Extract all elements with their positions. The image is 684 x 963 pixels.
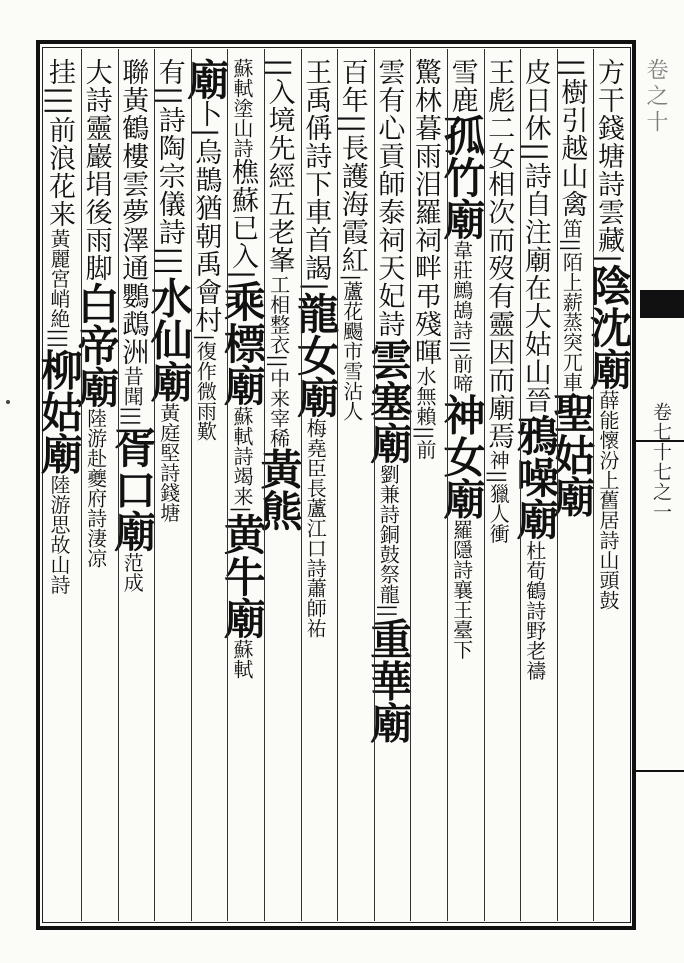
text-column <box>437 58 487 918</box>
body-text: 方干錢塘詩雲藏 <box>592 58 624 254</box>
entry-heading: 黄牛廟 <box>217 512 267 639</box>
text-column <box>583 58 633 918</box>
text-column <box>217 58 267 918</box>
body-text: 雪鹿 <box>446 58 478 114</box>
annotation-text: 蘇軾 <box>229 638 254 679</box>
entry-heading: 聖姑廟 <box>547 391 597 518</box>
column-rule <box>301 49 302 921</box>
fish-tail-block <box>640 290 684 318</box>
column-rule <box>227 49 228 921</box>
entry-heading: 標廟 <box>217 322 267 407</box>
annotation-text: |復作微雨歎 <box>193 334 218 441</box>
annotation-text: 梅堯臣長蘆江口詩蕭師祐 <box>303 418 328 639</box>
column-rule <box>154 49 155 921</box>
body-text: 皮日休||詩自注廟在大姑山晉 <box>519 58 551 415</box>
annotation-text: 范成 <box>120 552 145 593</box>
margin-tick <box>636 770 684 772</box>
margin-tick <box>636 440 684 442</box>
body-text: 暮雨泪羅祠畔弔殘暉 <box>409 114 441 366</box>
text-column <box>484 58 521 918</box>
annotation-text: 蘇軾詩竭来| <box>229 406 254 513</box>
annotation-text: 薛能懷汾上舊居詩山頭鼓 <box>595 390 620 611</box>
entry-heading: 柳姑廟 <box>34 348 84 475</box>
text-column <box>547 58 597 918</box>
margin-dot <box>6 400 10 404</box>
entry-heading: 仙廟 <box>144 318 194 403</box>
entry-heading: 鴉 <box>510 414 560 457</box>
volume-label: 卷七十七之一 <box>650 402 672 522</box>
column-rule <box>593 49 594 921</box>
annotation-text: 羅隱詩襄王臺下 <box>449 519 474 660</box>
entry-heading: 重華廟 <box>364 617 414 744</box>
body-text: 王彪二女相次而歿有靈因而廟焉 <box>483 58 515 450</box>
annotation-text: 神||獵人衝 <box>486 450 511 544</box>
entry-heading: 雲塞廟 <box>364 338 414 464</box>
margin-top-text: 卷之十 <box>643 58 668 136</box>
body-text: 百年||長護海霞紅 <box>336 58 368 275</box>
annotation-text: 昔聞||| <box>120 366 145 427</box>
annotation-text: 黃庭堅詩錢塘 <box>156 402 181 523</box>
text-column <box>144 58 194 918</box>
column-rule <box>118 49 119 921</box>
body-text: 大詩靈巖埍後雨脚 <box>80 58 112 282</box>
body-text: 雲有心貢師泰祠天妃詩 <box>373 58 405 338</box>
entry-heading: 廟 <box>181 58 231 100</box>
text-column <box>34 58 84 918</box>
column-rule <box>447 49 448 921</box>
entry-heading: 神女廟 <box>437 393 487 520</box>
text-column <box>337 58 374 918</box>
body-text: 樵蘇已入| <box>226 158 258 281</box>
entry-heading: 胥口廟 <box>108 426 158 553</box>
annotation-text: 蘇軾塗山詩 <box>229 58 254 158</box>
body-text: ||入境先經五老峯 <box>263 58 295 275</box>
text-column <box>291 58 341 918</box>
entry-heading: 帝廟 <box>71 324 121 408</box>
annotation-text: 工相整衣||中来宰稀 <box>266 274 291 448</box>
text-column <box>108 58 158 918</box>
entry-heading: 沈廟 <box>583 306 633 391</box>
annotation-text: |蘆花颺市雪沾人 <box>339 274 364 421</box>
annotation-text: 水無賴||前 <box>412 366 437 460</box>
body-text: | <box>592 254 624 265</box>
text-column <box>510 58 560 918</box>
text-column <box>364 58 414 918</box>
body-text: 卜|烏鵲猶朝禹會村 <box>190 100 222 335</box>
body-text: ||樹引越山禽 <box>556 58 588 219</box>
annotation-text: 陸游思故山詩 <box>46 474 71 595</box>
column-rule <box>410 49 411 921</box>
entry-heading: 白 <box>71 282 121 324</box>
body-text: 聯黃鶴樓雲夢澤通鸚鵡洲 <box>117 58 149 366</box>
column-rule <box>337 49 338 921</box>
annotation-text: 黃麗宮峭絶||| <box>46 228 71 349</box>
annotation-text: 韋莊鷓鴣詩||前啼 <box>449 240 474 394</box>
column-rule <box>520 49 521 921</box>
entry-heading: 龍女廟 <box>291 292 341 419</box>
column-rule <box>374 49 375 921</box>
body-text: 挂|||前浪花来 <box>43 58 75 229</box>
entry-heading: 噪廟 <box>510 456 560 541</box>
entry-heading: 水 <box>144 276 194 319</box>
column-rule <box>484 49 485 921</box>
column-rule <box>81 49 82 921</box>
annotation-text: 笛||陌上薪蒸突兀車 <box>559 218 584 392</box>
text-column <box>71 58 121 918</box>
column-rule <box>557 49 558 921</box>
entry-heading: 孤竹廟 <box>437 114 487 240</box>
text-column <box>254 58 304 918</box>
annotation-text: 劉兼詩銅鼓祭龍|| <box>376 464 401 618</box>
column-rule <box>191 49 192 921</box>
annotation-text: 杜荀鶴詩野老禱 <box>522 540 547 681</box>
body-text: 有||詩陶宗儀詩||| <box>153 58 185 277</box>
annotation-text: 陸游赴夔府詩淒凉 <box>83 408 108 568</box>
body-text: 驚林 <box>409 58 441 114</box>
entry-heading: 乘 <box>217 280 267 323</box>
column-rule <box>264 49 265 921</box>
text-column <box>410 58 447 918</box>
body-text: 王禹偁詩下車首謁| <box>300 58 332 293</box>
entry-heading: 陰 <box>583 264 633 307</box>
entry-heading: 黃熊 <box>254 447 304 532</box>
text-column <box>181 58 231 918</box>
